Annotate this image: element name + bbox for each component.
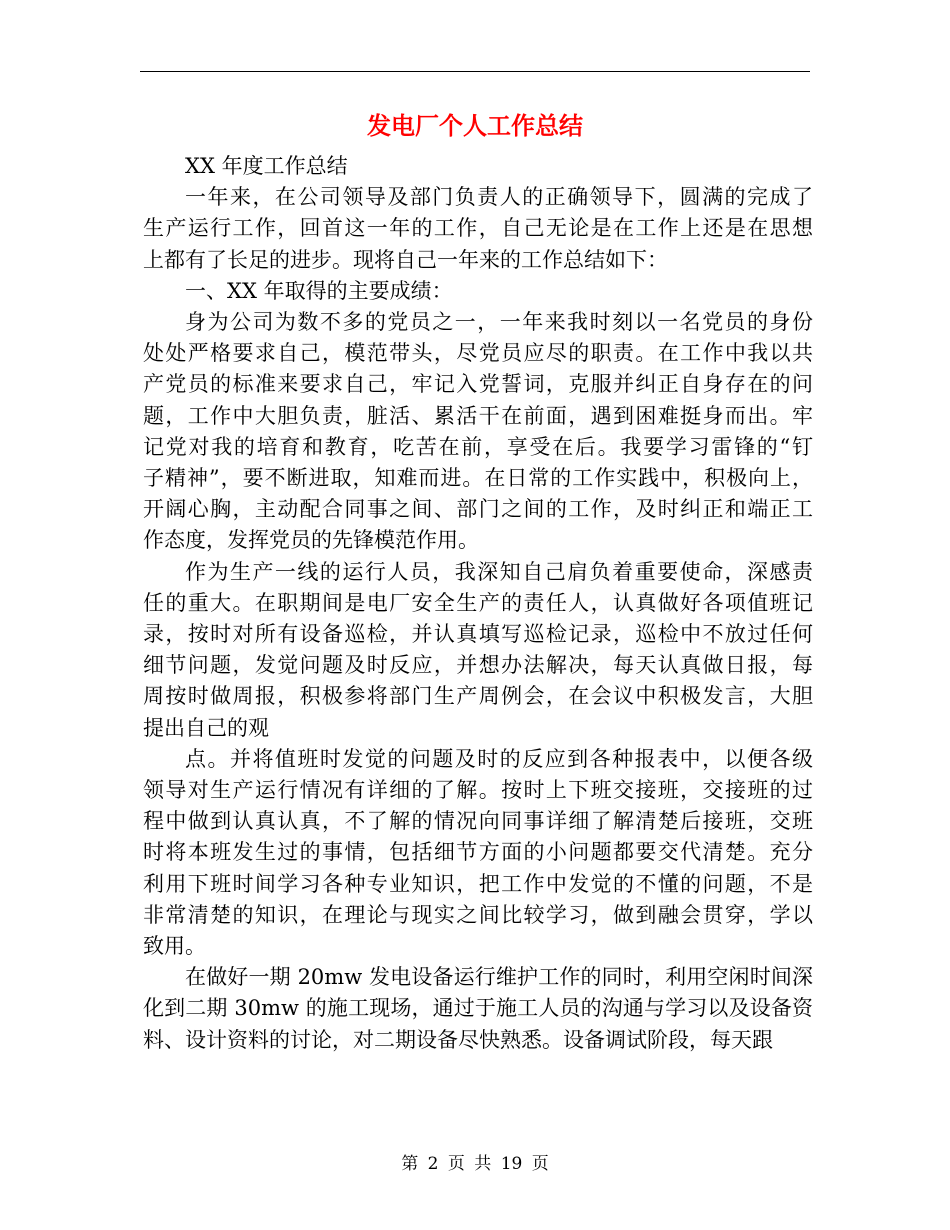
header-rule (140, 71, 810, 72)
text-line: 点。并将值班时发觉的问题及时的反应到各种报表中，以便各级 (185, 746, 813, 771)
text-line: 产党员的标准来要求自己，牢记入党誓词，克服并纠正自身存在的问 (143, 372, 813, 397)
text-line: 时将本班发生过的事情，包括细节方面的小问题都要交代清楚。充分 (143, 840, 813, 865)
text-line: 录，按时对所有设备巡检，并认真填写巡检记录，巡检中不放过任何 (143, 622, 813, 647)
paragraph (143, 744, 813, 962)
paragraph (143, 276, 813, 307)
document-title: 发电厂个人工作总结 (367, 111, 583, 140)
text-line: 题，工作中大胆负责，脏活、累活干在前面，遇到困难挺身而出。牢 (143, 403, 813, 428)
paragraph (143, 151, 813, 182)
text-line: 程中做到认真认真，不了解的情况向同事详细了解清楚后接班，交班 (143, 809, 813, 834)
text-line: 子精神”，要不断进取，知难而进。在日常的工作实践中，积极向上， (143, 466, 813, 491)
text-line: 利用下班时间学习各种专业知识，把工作中发觉的不懂的问题，不是 (143, 871, 813, 896)
paragraph (143, 307, 813, 557)
text-line: 非常清楚的知识，在理论与现实之间比较学习，做到融会贯穿，学以 (143, 902, 813, 927)
text-line: 领导对生产运行情况有详细的了解。按时上下班交接班，交接班的过 (143, 778, 813, 803)
text-line: 致用。 (143, 934, 206, 959)
text-line: 上都有了长足的进步。现将自己一年来的工作总结如下： (143, 247, 668, 272)
text-line: 处处严格要求自己，模范带头，尽党员应尽的职责。在工作中我以共 (143, 341, 813, 366)
document-body (143, 151, 813, 1056)
paragraph (143, 182, 813, 276)
paragraph (143, 557, 813, 744)
text-line: 提出自己的观 (143, 715, 269, 740)
page-footer: 第 2 页 共 19 页 (401, 1154, 549, 1174)
text-line: 开阔心胸，主动配合同事之间、部门之间的工作，及时纠正和端正工 (143, 497, 813, 522)
text-line: 一年来，在公司领导及部门负责人的正确领导下，圆满的完成了 (185, 185, 813, 210)
text-line: XX 年度工作总结 (185, 154, 348, 178)
text-line: 作为生产一线的运行人员，我深知自己肩负着重要使命，深感责 (185, 559, 813, 584)
text-line: 细节问题，发觉问题及时反应，并想办法解决，每天认真做日报，每 (143, 653, 813, 678)
text-line: 一、XX 年取得的主要成绩： (185, 278, 453, 303)
text-line: 生产运行工作，回首这一年的工作，自己无论是在工作上还是在思想 (143, 216, 813, 241)
text-line: 任的重大。在职期间是电厂安全生产的责任人，认真做好各项值班记 (143, 590, 813, 615)
text-line: 作态度，发挥党员的先锋模范作用。 (143, 528, 479, 553)
text-line: 身为公司为数不多的党员之一，一年来我时刻以一名党员的身份 (185, 310, 813, 335)
paragraph (143, 962, 813, 1056)
text-line: 在做好一期 20mw 发电设备运行维护工作的同时，利用空闲时间深 (185, 965, 813, 990)
text-line: 料、设计资料的讨论，对二期设备尽快熟悉。设备调试阶段，每天跟 (143, 1027, 773, 1052)
text-line: 化到二期 30mw 的施工现场，通过于施工人员的沟通与学习以及设备资 (143, 996, 813, 1021)
text-line: 记党对我的培育和教育，吃苦在前，享受在后。我要学习雷锋的“钉 (143, 434, 813, 459)
text-line: 周按时做周报，积极参将部门生产周例会，在会议中积极发言，大胆 (143, 684, 813, 709)
